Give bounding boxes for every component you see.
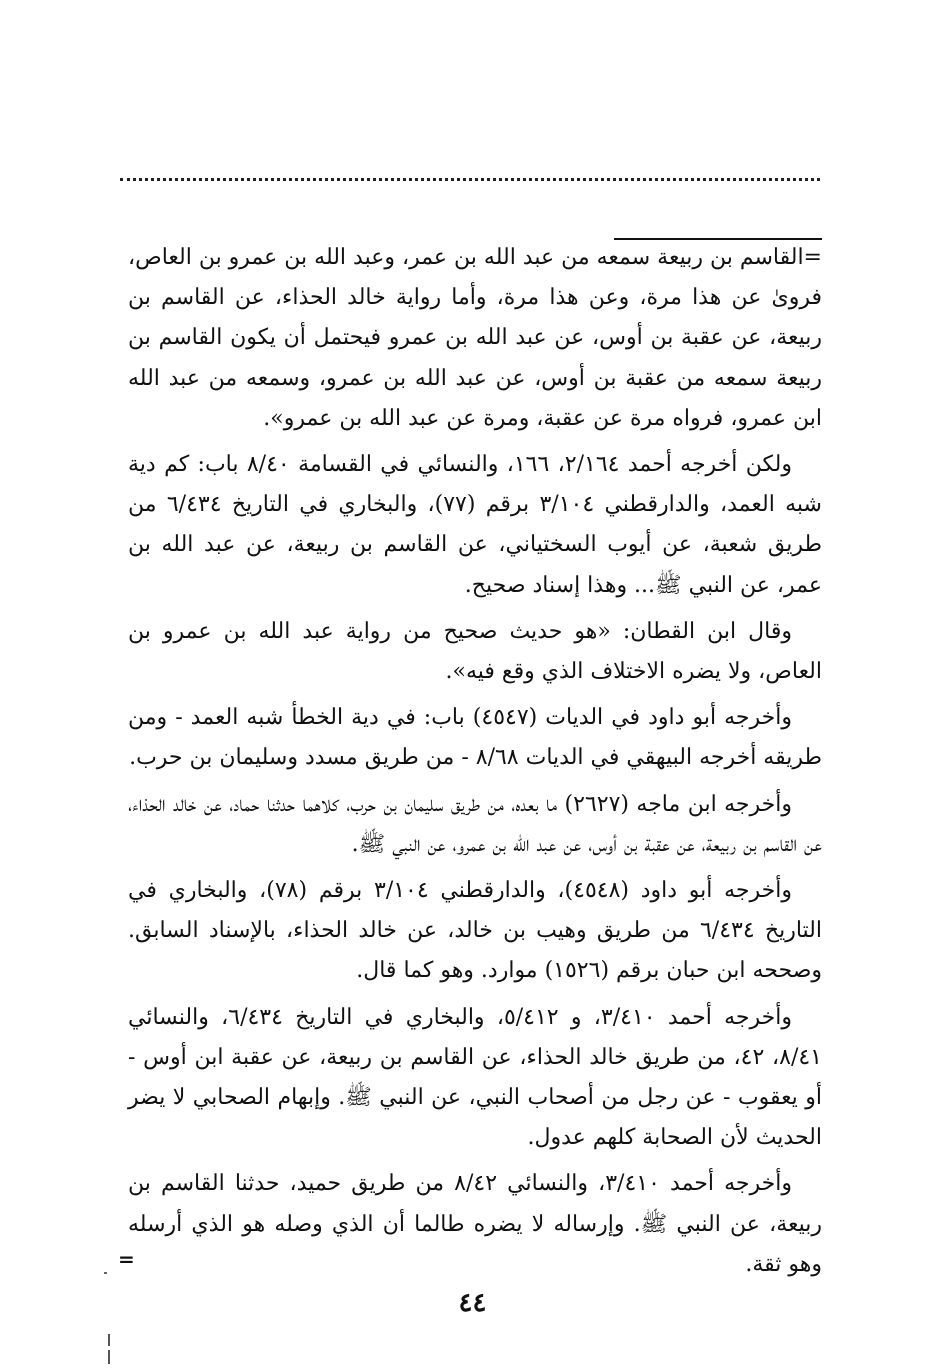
scan-artifact-mark — [108, 1350, 110, 1364]
paragraph: ولكن أخرجه أحمد ٢/١٦٤، ١٦٦، والنسائي في القسامة ٨/٤٠ باب: كم دية شبه العمد، والدارقطني ٣/١٠٤ برقم (٧٧)، والبخاري في التاريخ ٦/٤٣٤ من طريق شعبة، عن أيوب السختياني، عن القاسم بن ربيعة، عن عبد الله بن عمر، عن النبي ﷺ... وهذا إسناد صحيح. — [128, 452, 822, 598]
page-number: ٤٤ — [458, 1288, 487, 1318]
continuation-mark: = — [118, 1247, 135, 1271]
header-dotted-rule — [120, 178, 820, 181]
paragraph: وأخرجه أبو داود في الديات (٤٥٤٧) باب: في دية الخطأ شبه العمد - ومن طريقه أخرجه البيهقي في الديات ٨/٦٨ - من طريق مسدد وسليمان بن حرب. — [128, 705, 822, 771]
scan-artifact-speck — [104, 1272, 107, 1274]
paragraph: وأخرجه أحمد ٣/٤١٠، و ٥/٤١٢، والبخاري في التاريخ ٦/٤٣٤، والنسائي ٨/٤١، ٤٢، من طريق خالد الحذاء، عن القاسم بن ربيعة، عن عقبة ابن أوس - أو يعقوب - عن رجل من أصحاب النبي، عن النبي ﷺ. وإبهام الصحابي لا يضر الحديث لأن الصحابة كلهم عدول. — [128, 1004, 823, 1151]
footnote-text-block — [128, 238, 822, 1291]
paragraph: وأخرجه أبو داود (٤٥٤٨)، والدارقطني ٣/١٠٤ برقم (٧٨)، والبخاري في التاريخ ٦/٤٣٤ من طريق وهيب بن خالد، عن خالد الحذاء، بالإسناد السابق. وصححه ابن حبان برقم (١٥٢٦) موارد. وهو كما قال. — [128, 878, 822, 984]
paragraph-continued: =القاسم بن ربيعة سمعه من عبد الله بن عمر، وعبد الله بن عمرو بن العاص، فرویٰ عن هذا مرة، وعن هذا مرة، وأما رواية خالد الحذاء، عن القاسم بن ربيعة، عن عقبة بن أوس، عن عبد الله بن عمرو فيحتمل أن يكون القاسم بن ربيعة سمعه من عقبة بن أوس، عن عبد الله بن عمرو، وسمعه من عبد الله ابن عمرو، فرواه مرة عن عقبة، ومرة عن عبد الله بن عمرو». — [128, 245, 822, 431]
paragraph: وأخرجه أحمد ٣/٤١٠، والنسائي ٨/٤٢ من طريق حميد، حدثنا القاسم بن ربيعة، عن النبي ﷺ. وإرساله لا يضره طالما أن الذي وصله هو الذي أرسله وهو ثقة. — [128, 1171, 822, 1277]
paragraph: وقال ابن القطان: «هو حديث صحيح من رواية عبد الله بن عمرو بن العاص، ولا يضره الاختلاف الذي وقع فيه». — [128, 618, 822, 685]
paragraph: وأخرجه ابن ماجه (٢٦٢٧) ما بعده، من طريق سليمان بن حرب، كلاهما حدثنا حماد، عن خالد الحذاء، عن القاسم بن ربيعة، عن عقبة بن أوس، عن عبد الله بن عمرو، عن النبي ﷺ. — [128, 791, 822, 857]
scan-artifact-mark — [108, 1334, 110, 1346]
